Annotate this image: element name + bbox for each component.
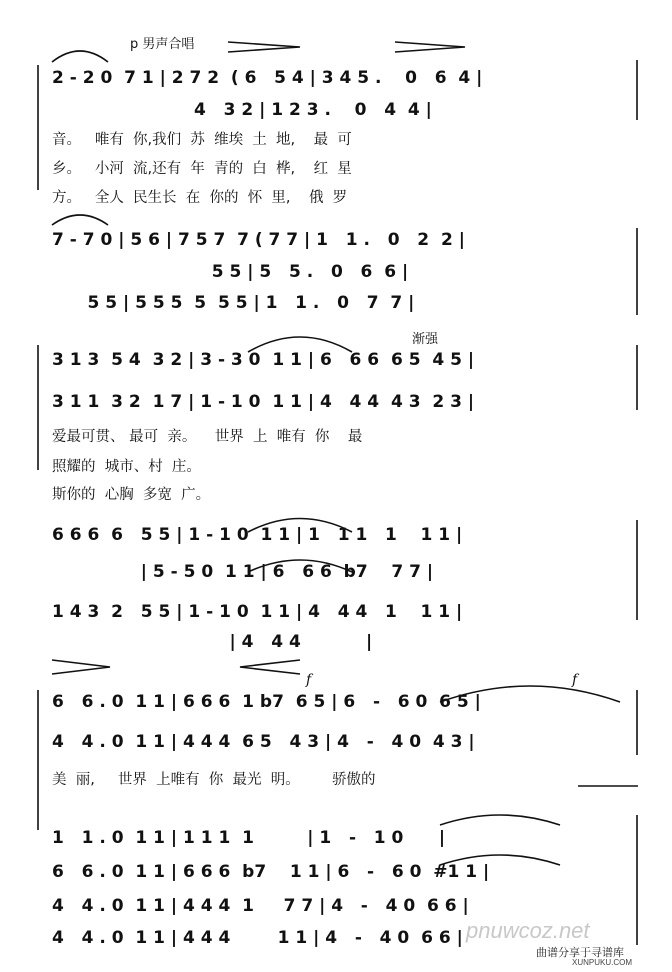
- watermark-logo: pnuwcoz.net: [466, 918, 590, 943]
- notation-line: | 5 - 5 0 1 1 | 6 6 6 b7 7 7 |: [52, 562, 434, 582]
- notation-line: 6 6 6 6 5 5 | 1 - 1 0 1 1 | 1 1 1 1 1 1 |: [52, 525, 463, 545]
- slur: [52, 51, 108, 62]
- notation-line: 5 5 | 5 5 5 5 5 5 | 1 1 . 0 7 7 |: [52, 293, 415, 313]
- notation-line: 3 1 1 3 2 1 7 | 1 - 1 0 1 1 | 4 4 4 4 3 2 3 |: [52, 392, 475, 412]
- lyric-line: 方。 全人 民生长 在 你的 怀 里, 俄 罗: [52, 190, 348, 206]
- lyric-line: 斯你的 心胸 多宽 广。: [52, 487, 211, 503]
- notation-line: 2 - 2 0 7 1 | 2 7 2 ( 6 5 4 | 3 4 5 . 0 6 4 |: [52, 68, 483, 88]
- slur: [440, 815, 560, 825]
- notation-line: 3 1 3 5 4 3 2 | 3 - 3 0 1 1 | 6 6 6 6 5 4 5 |: [52, 350, 475, 370]
- dynamic-marking: p 男声合唱: [130, 37, 195, 52]
- watermark-text: 曲谱分享于寻谱库: [536, 947, 624, 959]
- hairpin: [228, 42, 300, 52]
- lyric-line: 照耀的 城市、村 庄。: [52, 459, 201, 475]
- dynamic-f: f: [306, 672, 312, 688]
- notation-line: 4 4 . 0 1 1 | 4 4 4 6 5 4 3 | 4 - 4 0 4 3 |: [52, 732, 475, 752]
- notation-line: 1 4 3 2 5 5 | 1 - 1 0 1 1 | 4 4 4 1 1 1 |: [52, 602, 463, 622]
- lyric-line: 爱最可贯、 最可 亲。 世界 上 唯有 你 最: [52, 429, 363, 445]
- notation-line: 6 6 . 0 1 1 | 6 6 6 1 b7 6 5 | 6 - 6 0 6 5 |: [52, 692, 481, 712]
- notation-line: 6 6 . 0 1 1 | 6 6 6 b7 1 1 | 6 - 6 0 #1 1 |: [52, 862, 490, 882]
- hairpin: [52, 660, 110, 674]
- notation-line: 7 - 7 0 | 5 6 | 7 5 7 7 ( 7 7 | 1 1 . 0 2 2 |: [52, 230, 465, 250]
- crescendo-marking: 渐强: [412, 332, 439, 347]
- slur: [52, 215, 108, 225]
- hairpin: [240, 660, 300, 674]
- hairpin: [395, 42, 465, 52]
- notation-line: 4 4 . 0 1 1 | 4 4 4 1 7 7 | 4 - 4 0 6 6 |: [52, 896, 469, 916]
- notation-line: 4 3 2 | 1 2 3 . 0 4 4 |: [52, 100, 432, 120]
- lyric-line: 音。 唯有 你,我们 苏 维埃 土 地, 最 可: [52, 132, 352, 148]
- lyric-line: 乡。 小河 流,还有 年 青的 白 桦, 红 星: [52, 161, 352, 177]
- notation-line: 1 1 . 0 1 1 | 1 1 1 1 | 1 - 1 0 |: [52, 828, 446, 848]
- notation-line: 4 4 . 0 1 1 | 4 4 4 1 1 | 4 - 4 0 6 6 |: [52, 928, 463, 948]
- notation-line: 5 5 | 5 5 . 0 6 6 |: [52, 262, 409, 282]
- lyric-line: 美 丽, 世界 上唯有 你 最光 明。 骄傲的: [52, 772, 376, 788]
- notation-line: | 4 4 4 |: [52, 632, 373, 652]
- watermark-url: XUNPUKU.COM: [572, 958, 633, 967]
- dynamic-f: f: [572, 672, 578, 688]
